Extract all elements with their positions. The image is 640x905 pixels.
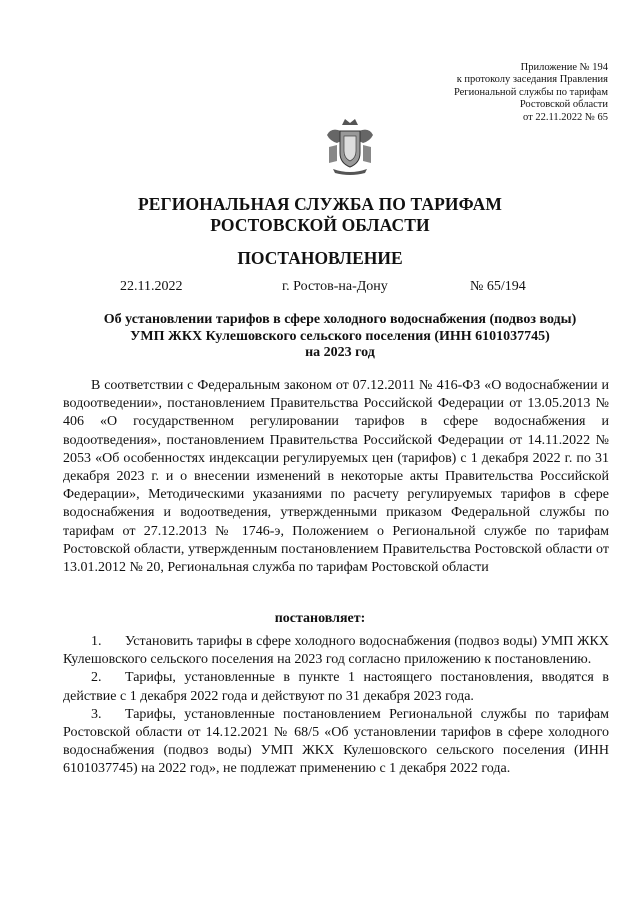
preamble-paragraph: В соответствии с Федеральным законом от 07.12.2011 № 416-ФЗ «О водоснабжении и водоотведении», постановлением Правительства Российской Федерации от 13.05.2013 № 406 «О государственном регулировании тарифов в сфере водоснабжения и водоотведения», постановлением Правительства Российской Федерации от 14.11.2022 № 2053 «Об особенностях индексации регулируемых цен (тарифов) с 1 декабря 2022 г. по 31 декабря 2023 г. и о внесении изменений в некоторые акты Правительства Российской Федерации», Методическими указаниями по расчету регулируемых тарифов в сфере водоснабжения и водоотведения, утвержденными приказом Федеральной службы по тарифам от 27.12.2013 № 1746-э, Положением о Региональной службе по тарифам Ростовской области, утвержденным постановлением Правительства Ростовской области от 13.01.2012 № 20, Региональная служба по тарифам Ростовской области <box>63 378 609 576</box>
annex-line: к протоколу заседания Правления <box>456 74 608 86</box>
organization-name <box>0 194 640 236</box>
item-number: 3. <box>91 706 102 722</box>
decree-items <box>63 633 609 779</box>
annex-line: от 22.11.2022 № 65 <box>523 111 608 123</box>
decree-word: постановляет: <box>274 611 366 626</box>
list-item <box>63 669 609 705</box>
document-type: ПОСТАНОВЛЕНИЕ <box>237 248 403 268</box>
item-text: Установить тарифы в сфере холодного водоснабжения (подвоз воды) УМП ЖКХ Кулешовского сельского поселения на 2023 год согласно приложению к постановлению. <box>63 634 609 668</box>
annex-line: Ростовской области <box>519 99 608 111</box>
document-date: 22.11.2022 <box>120 279 183 294</box>
org-line-1: РЕГИОНАЛЬНАЯ СЛУЖБА ПО ТАРИФАМ <box>137 194 502 214</box>
item-number: 1. <box>91 634 102 649</box>
item-number: 2. <box>91 670 102 686</box>
title-line-1: Об установлении тарифов в сфере холодного водоснабжения (подвоз воды) <box>103 312 577 327</box>
org-line-2: РОСТОВСКОЙ ОБЛАСТИ <box>210 215 430 235</box>
list-item <box>63 706 609 779</box>
item-text: Тарифы, установленные постановлением Региональной службы по тарифам Ростовской области от 14.12.2021 № 68/5 «Об установлении тарифов в сфере холодного водоснабжения (подвоз воды) УМП ЖКХ Кулешовского сельского поселения (ИНН 6101037745) на 2022 год», не подлежат применению с 1 декабря 2022 года. <box>63 706 609 777</box>
document-number: № 65/194 <box>470 279 526 294</box>
title-line-3: на 2023 год <box>305 345 375 360</box>
annex-line: Приложение № 194 <box>520 62 608 73</box>
document-city: г. Ростов-на-Дону <box>282 279 388 294</box>
rostov-coat-of-arms-icon <box>321 117 379 177</box>
list-item <box>63 633 609 669</box>
annex-line: Региональной службы по тарифам <box>453 86 608 98</box>
item-text: Тарифы, установленные в пункте 1 настоящего постановления, вводятся в действие с 1 декабря 2022 года и действуют по 31 декабря 2023 года. <box>63 670 609 704</box>
title-line-2: УМП ЖКХ Кулешовского сельского поселения (ИНН 6101037745) <box>130 328 550 344</box>
annex-note <box>454 62 608 124</box>
document-title <box>60 312 620 362</box>
